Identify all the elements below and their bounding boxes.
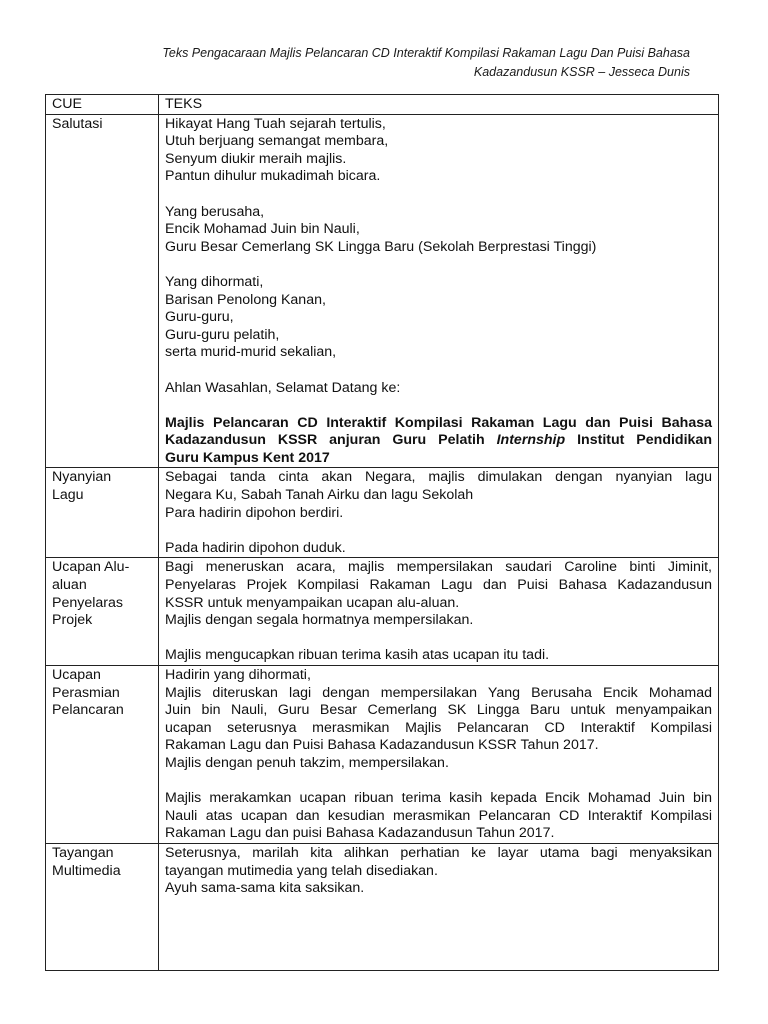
text-line: Seterusnya, marilah kita alihkan perhatian ke layar utama bagi menyaksikan	[165, 844, 712, 861]
salutation-line: Yang berusaha,	[165, 203, 265, 220]
cue-label: Projek	[52, 612, 93, 629]
teks-cell	[159, 558, 719, 666]
table-row	[46, 666, 719, 844]
text-line: Ayuh sama-sama kita saksikan.	[165, 880, 365, 897]
event-title-line: Kadazandusun KSSR anjuran Guru Pelatih Internship Institut Pendidikan	[165, 432, 712, 449]
column-header-teks: TEKS	[159, 95, 719, 115]
teks-cell	[159, 114, 719, 468]
salutation-line: Yang dihormati,	[165, 273, 264, 290]
pantun-line: Hikayat Hang Tuah sejarah tertulis,	[165, 115, 386, 132]
text-line: Majlis diteruskan lagi dengan mempersilakan Yang Berusaha Encik Mohamad	[165, 684, 712, 701]
teks-cell	[159, 843, 719, 970]
cue-cell	[46, 843, 159, 970]
cue-label: Perasmian	[52, 684, 120, 701]
text-line: Majlis merakamkan ucapan ribuan terima kasih kepada Encik Mohamad Juin bin	[165, 790, 712, 807]
salutation-line: Guru-guru,	[165, 309, 234, 326]
text-line: Majlis dengan segala hormatnya mempersilakan.	[165, 612, 474, 629]
cue-label: Nyanyian	[52, 469, 112, 486]
event-title-line: Guru Kampus Kent 2017	[165, 449, 330, 466]
script-table	[45, 94, 719, 971]
pantun-line: Pantun dihulur mukadimah bicara.	[165, 168, 381, 185]
table-row	[46, 114, 719, 468]
text-line: Sebagai tanda cinta akan Negara, majlis dimulakan dengan nyanyian lagu	[165, 469, 712, 486]
text-line: Negara Ku, Sabah Tanah Airku dan lagu Sekolah	[165, 487, 474, 504]
cue-label: Salutasi	[52, 115, 103, 132]
cue-label: Penyelaras	[52, 594, 123, 611]
cue-cell	[46, 558, 159, 666]
text-line: Hadirin yang dihormati,	[165, 667, 311, 683]
cue-label: Tayangan	[52, 844, 114, 861]
cue-cell	[46, 468, 159, 558]
cue-label: Pelancaran	[52, 702, 124, 719]
text-line: KSSR untuk menyampaikan ucapan alu-aluan.	[165, 594, 460, 611]
text-line: Bagi meneruskan acara, majlis mempersilakan saudari Caroline binti Jiminit,	[165, 559, 712, 576]
event-title-line: Majlis Pelancaran CD Interaktif Kompilasi Rakaman Lagu dan Puisi Bahasa	[165, 414, 712, 431]
text-line: Juin bin Nauli, Guru Besar Cemerlang SK Lingga Baru untuk menyampaikan	[165, 702, 712, 719]
salutation-line: serta murid-murid sekalian,	[165, 344, 337, 361]
column-header-cue: CUE	[46, 95, 159, 115]
text-line: Rakaman Lagu dan Puisi Bahasa Kadazandusun KSSR Tahun 2017.	[165, 737, 599, 754]
text-line: Majlis mengucapkan ribuan terima kasih atas ucapan itu tadi.	[165, 647, 550, 664]
teks-cell	[159, 666, 719, 844]
text-line: Para hadirin dipohon berdiri.	[165, 504, 344, 521]
salutation-line: Guru-guru pelatih,	[165, 326, 280, 343]
table-header-row	[46, 95, 719, 115]
cue-label: Ucapan Alu-	[52, 559, 130, 576]
table-row	[46, 468, 719, 558]
welcome-line: Ahlan Wasahlan, Selamat Datang ke:	[165, 379, 401, 396]
salutation-line: Guru Besar Cemerlang SK Lingga Baru (Sekolah Berprestasi Tinggi)	[165, 238, 597, 255]
salutation-line: Barisan Penolong Kanan,	[165, 291, 326, 308]
text-line: ucapan seterusnya merasmikan Majlis Pelancaran CD Interaktif Kompilasi	[165, 719, 712, 736]
pantun-line: Utuh berjuang semangat membara,	[165, 133, 389, 150]
cue-cell	[46, 114, 159, 468]
cue-label: aluan	[52, 577, 87, 594]
text-line: Pada hadirin dipohon duduk.	[165, 539, 346, 556]
salutation-line: Encik Mohamad Juin bin Nauli,	[165, 221, 360, 238]
text-line: tayangan mutimedia yang telah disediakan.	[165, 862, 438, 879]
cue-label: Ucapan	[52, 667, 101, 683]
header-line-2: Kadazandusun KSSR – Jesseca Dunis	[473, 65, 690, 79]
header-line-1: Teks Pengacaraan Majlis Pelancaran CD Interaktif Kompilasi Rakaman Lagu Dan Puisi Bahasa	[162, 46, 690, 60]
teks-cell	[159, 468, 719, 558]
text-line: Nauli atas ucapan dan kesudian merasmikan Pelancaran CD Interaktif Kompilasi	[165, 807, 712, 824]
pantun-line: Senyum diukir meraih majlis.	[165, 150, 347, 167]
cue-cell	[46, 666, 159, 844]
page-header	[70, 44, 690, 82]
text-line: Penyelaras Projek Kompilasi Rakaman Lagu dan Puisi Bahasa Kadazandusun	[165, 577, 712, 594]
text-line: Rakaman Lagu dan puisi Bahasa Kadazandusun Tahun 2017.	[165, 825, 555, 842]
text-line: Majlis dengan penuh takzim, mempersilakan.	[165, 754, 449, 771]
cue-label: Multimedia	[52, 862, 121, 879]
cue-label: Lagu	[52, 487, 84, 504]
table-row	[46, 843, 719, 970]
table-row	[46, 558, 719, 666]
